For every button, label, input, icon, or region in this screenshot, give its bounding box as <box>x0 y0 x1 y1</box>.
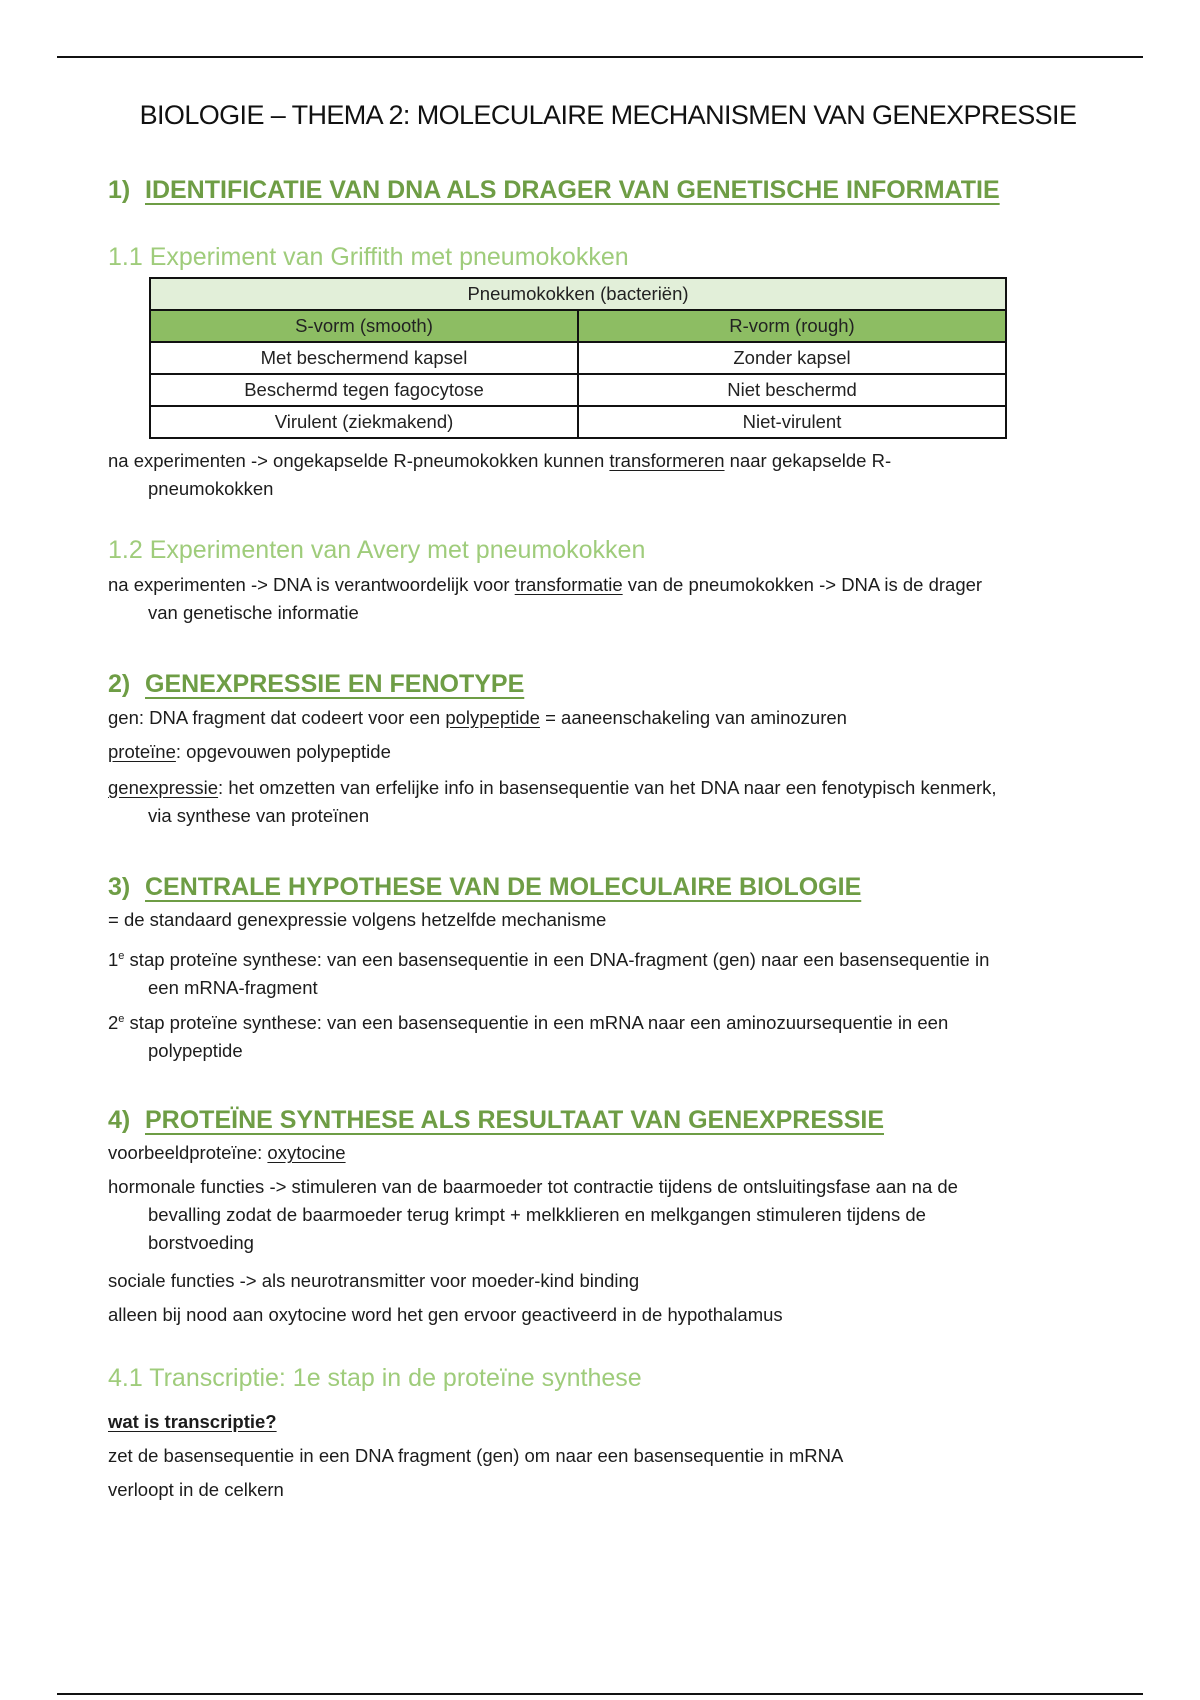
subsection-4-1-heading: 4.1 Transcriptie: 1e stap in de proteïne synthese <box>108 1364 642 1392</box>
transcriptie-definition: zet de basensequentie in een DNA fragment (gen) om naar een basensequentie in mRNA <box>108 1445 844 1466</box>
section-2-title: GENEXPRESSIE EN FENOTYPE <box>145 670 525 698</box>
page-title: BIOLOGIE – THEMA 2: MOLECULAIRE MECHANISMEN VAN GENEXPRESSIE <box>139 100 1077 130</box>
section-4-title: PROTEÏNE SYNTHESE ALS RESULTAAT VAN GENEXPRESSIE <box>145 1106 884 1134</box>
table-caption: Pneumokokken (bacteriën) <box>150 278 1006 310</box>
table-row <box>150 342 1006 374</box>
section-1-heading <box>108 176 1000 205</box>
section-1-title: IDENTIFICATIE VAN DNA ALS DRAGER VAN GENETISCHE INFORMATIE <box>145 176 1000 204</box>
table-cell: Beschermd tegen fagocytose <box>150 374 578 406</box>
section-3-number: 3) <box>108 873 131 901</box>
subsection-1-2-heading: 1.2 Experimenten van Avery met pneumokokken <box>108 536 646 564</box>
step-2: 2e stap proteïne synthese: van een basensequentie in een mRNA naar een aminozuursequentie in een polypeptide <box>108 1012 949 1062</box>
griffith-table <box>149 277 1007 439</box>
section-2-heading <box>108 670 524 699</box>
table-header-s-vorm: S-vorm (smooth) <box>150 310 578 342</box>
section-3-title: CENTRALE HYPOTHESE VAN DE MOLECULAIRE BIOLOGIE <box>145 873 862 901</box>
term-proteine: proteïne <box>108 741 176 762</box>
term-transformatie: transformatie <box>514 574 623 595</box>
activation-note: alleen bij nood aan oxytocine word het gen ervoor geactiveerd in de hypothalamus <box>108 1304 783 1325</box>
social-functions: sociale functies -> als neurotransmitter voor moeder-kind binding <box>108 1270 640 1291</box>
definition-gen: gen: DNA fragment dat codeert voor een polypeptide = aaneenschakeling van aminozuren <box>108 707 847 728</box>
definition-genexpressie: genexpressie: het omzetten van erfelijke info in basensequentie van het DNA naar een fenotypisch kenmerk, via synthese van proteïnen <box>108 777 997 826</box>
table-row <box>150 406 1006 438</box>
term-genexpressie: genexpressie <box>108 777 219 798</box>
section-1-number: 1) <box>108 176 131 204</box>
griffith-note: na experimenten -> ongekapselde R-pneumokokken kunnen transformeren naar gekapselde R- pneumokokken <box>108 450 892 499</box>
term-transformeren: transformeren <box>609 450 725 471</box>
definition-proteine: proteïne: opgevouwen polypeptide <box>108 741 391 762</box>
section-3-intro: = de standaard genexpressie volgens hetzelfde mechanisme <box>108 909 607 930</box>
table-row <box>150 374 1006 406</box>
table-cell: Niet beschermd <box>578 374 1006 406</box>
question-wat-is-transcriptie: wat is transcriptie? <box>108 1411 277 1432</box>
table-cell: Virulent (ziekmakend) <box>150 406 578 438</box>
section-3-heading <box>108 873 861 902</box>
section-4-number: 4) <box>108 1106 131 1134</box>
transcriptie-location: verloopt in de celkern <box>108 1479 284 1500</box>
section-4-heading <box>108 1106 884 1135</box>
table-cell: Zonder kapsel <box>578 342 1006 374</box>
subsection-1-1-heading: 1.1 Experiment van Griffith met pneumokokken <box>108 243 629 271</box>
step-1: 1e stap proteïne synthese: van een basensequentie in een DNA-fragment (gen) naar een basensequentie in een mRNA-fragment <box>108 949 990 999</box>
term-polypeptide: polypeptide <box>445 707 540 728</box>
section-2-number: 2) <box>108 670 131 698</box>
table-header-r-vorm: R-vorm (rough) <box>578 310 1006 342</box>
voorbeeld-proteine: voorbeeldproteïne: oxytocine <box>108 1142 346 1163</box>
top-rule <box>57 56 1143 58</box>
table-cell: Niet-virulent <box>578 406 1006 438</box>
avery-note: na experimenten -> DNA is verantwoordelijk voor transformatie van de pneumokokken -> DNA is de drager van genetische informatie <box>108 574 983 623</box>
hormonal-functions: hormonale functies -> stimuleren van de baarmoeder tot contractie tijdens de ontsluitingsfase aan na de bevalling zodat de baarmoeder terug krimpt + melkklieren en melkgangen stimuleren tijdens de borstvoeding <box>108 1176 958 1253</box>
term-oxytocine: oxytocine <box>267 1142 346 1163</box>
bottom-rule <box>57 1693 1143 1695</box>
table-cell: Met beschermend kapsel <box>150 342 578 374</box>
